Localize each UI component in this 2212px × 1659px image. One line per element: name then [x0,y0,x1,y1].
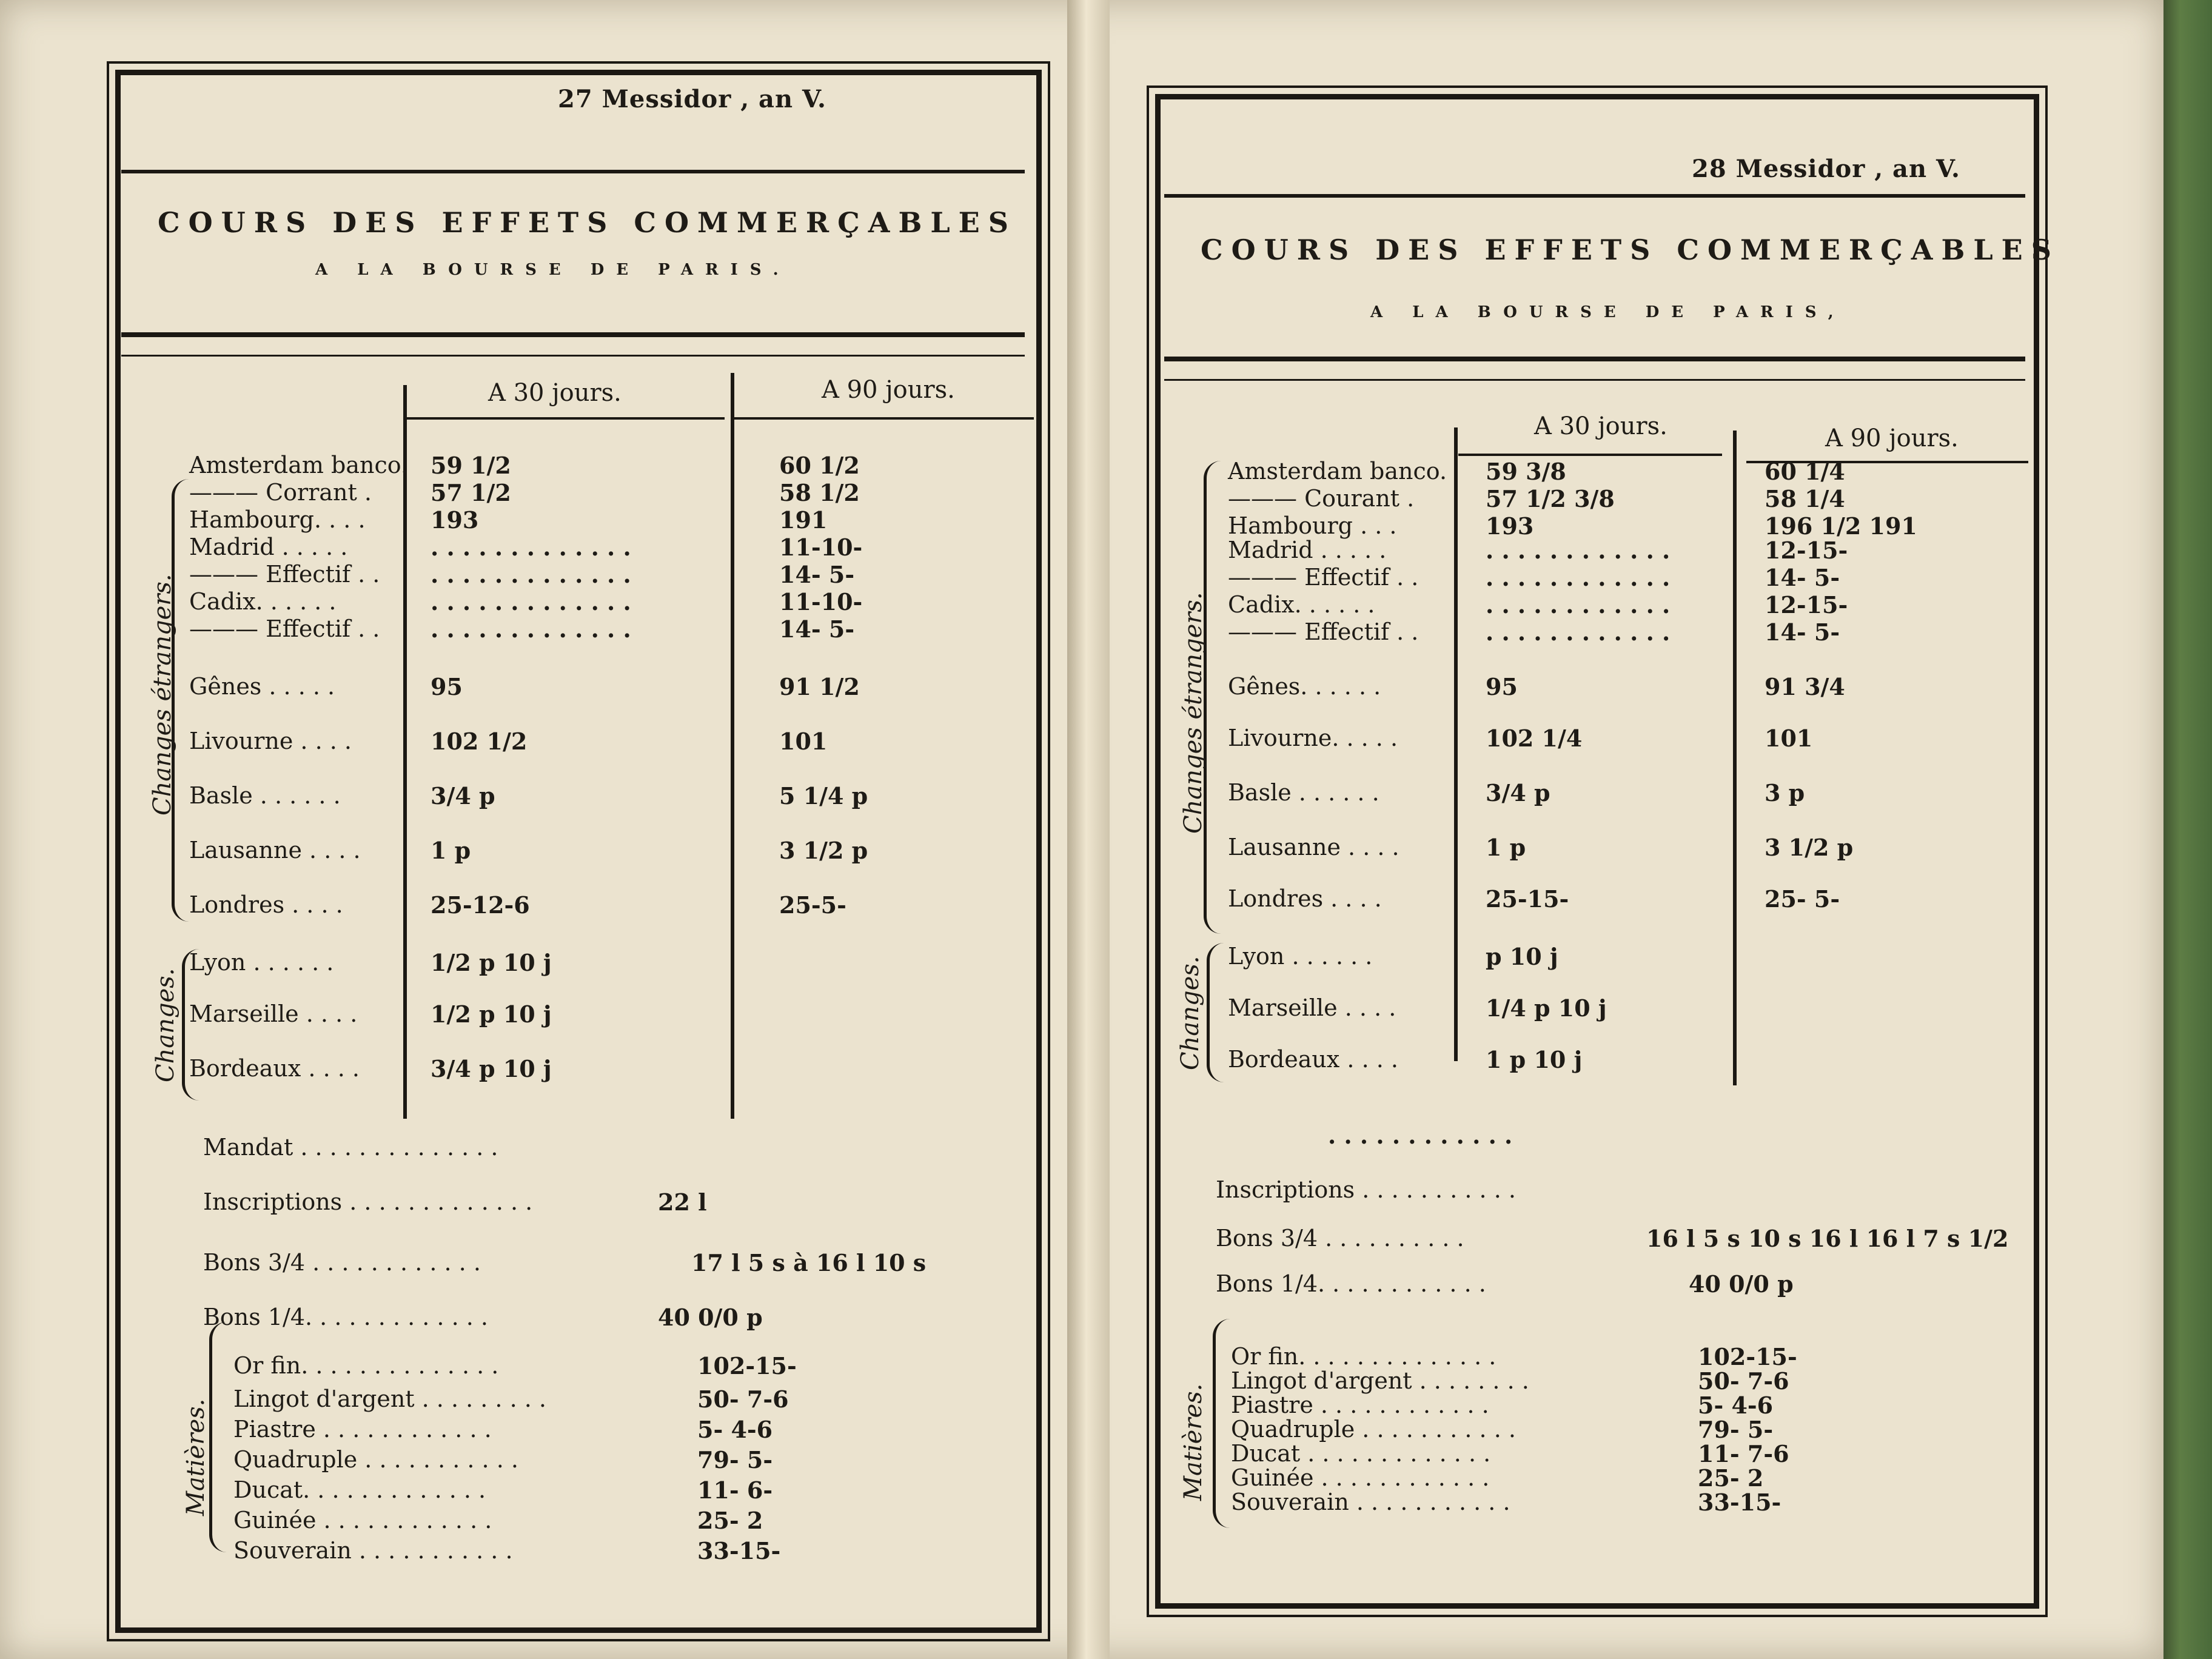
matiere-value: 25- 2 [1698,1464,1764,1492]
matiere-value: 102-15- [1698,1343,1797,1370]
matiere-label: Ducat . . . . . . . . . . . . . [1231,1440,1491,1467]
exchange-value-30: 1 p 10 j [1486,1046,1583,1073]
exchange-row-label: Bordeaux . . . . [1228,1046,1398,1073]
exchange-value-30: 1/2 p 10 j [431,949,552,976]
exchange-row-label: ——— Effectif . . [1228,618,1419,645]
exchange-row-label: Londres . . . . [1228,885,1382,912]
left-title-rule [121,332,1025,337]
right-subtitle: A LA BOURSE DE PARIS, [1370,303,1846,321]
exchange-row-label: Amsterdam banco. [1228,458,1447,484]
exchange-row-label: Gênes . . . . . [189,673,335,700]
left-title: COURS DES EFFETS COMMERÇABLES [158,206,1017,239]
misc-label: Inscriptions . . . . . . . . . . . [1216,1176,1516,1203]
exchange-value-90: 91 1/2 [779,673,860,700]
exchange-value-90: 11-10- [779,588,863,615]
exchange-value-30: 193 [1486,512,1534,540]
left-side-matieres: Matières. [182,1398,210,1516]
exchange-value-90: 58 1/2 [779,479,860,506]
exchange-value-30: p 10 j [1486,943,1558,970]
right-col-30-rule [1458,454,1722,456]
exchange-row-label: Lyon . . . . . . [1228,943,1373,970]
exchange-value-90: 60 1/4 [1765,458,1845,485]
matiere-value: 11- 7-6 [1698,1440,1789,1467]
left-col-divider-2 [731,373,734,1119]
right-page-date: 28 Messidor , an V. [1692,155,1960,183]
left-col-divider-1 [403,385,407,1119]
left-col-90-rule [734,417,1034,420]
exchange-value-90: 11-10- [779,534,863,561]
exchange-value-30: . . . . . . . . . . . . [1486,564,1671,591]
exchange-row-label: Lausanne . . . . [189,837,361,863]
matiere-label: Guinée . . . . . . . . . . . . [1231,1464,1490,1491]
misc-value: 40 0/0 p [658,1304,763,1331]
exchange-value-30: 25-12-6 [431,891,530,919]
matiere-label: Lingot d'argent . . . . . . . . . [233,1386,546,1412]
matiere-value: 79- 5- [1698,1416,1774,1443]
right-col-90-header: A 90 jours. [1825,424,1959,452]
right-title-rule-thin [1164,379,2025,381]
exchange-value-30: 193 [431,506,479,534]
misc-value: 22 l [658,1188,707,1216]
exchange-value-90: 14- 5- [779,561,855,588]
exchange-value-30: 3/4 p 10 j [431,1055,552,1082]
matiere-value: 33-15- [1698,1489,1781,1516]
matiere-label: Guinée . . . . . . . . . . . . [233,1507,492,1533]
right-dots-line: . . . . . . . . . . . . [1328,1122,1513,1149]
exchange-row-label: Lyon . . . . . . [189,949,334,976]
exchange-row-label: ——— Effectif . . [189,561,380,588]
matiere-value: 50- 7-6 [697,1386,789,1413]
misc-label: Bons 1/4. . . . . . . . . . . . [1216,1270,1486,1297]
exchange-value-30: 102 1/2 [431,728,528,755]
exchange-value-90: 191 [779,506,828,534]
right-title: COURS DES EFFETS COMMERÇABLES [1201,233,2060,266]
matiere-value: 102-15- [697,1352,797,1379]
left-col-30-rule [403,417,725,420]
matiere-label: Piastre . . . . . . . . . . . . [1231,1392,1489,1418]
exchange-row-label: Marseille . . . . [189,1000,358,1027]
right-side-foreign: Changes étrangers. [1179,592,1207,834]
misc-label: Inscriptions . . . . . . . . . . . . . [203,1188,533,1215]
exchange-row-label: ——— Effectif . . [189,615,380,642]
matiere-value: 5- 4-6 [1698,1392,1774,1419]
exchange-row-label: Amsterdam banco. [189,452,409,478]
exchange-value-30: 1 p [431,837,471,864]
left-page-date: 27 Messidor , an V. [558,85,826,113]
misc-value: 40 0/0 p [1689,1270,1794,1298]
misc-value: 16 l 5 s 10 s 16 l 16 l 7 s 1/2 [1646,1225,2009,1252]
matiere-value: 25- 2 [697,1507,763,1534]
exchange-value-30: 1 p [1486,834,1526,861]
right-title-rule [1164,357,2025,361]
exchange-value-30: . . . . . . . . . . . . . [431,588,631,615]
exchange-row-label: ——— Effectif . . [1228,564,1419,591]
exchange-value-90: 14- 5- [1765,564,1840,591]
matiere-label: Quadruple . . . . . . . . . . . [233,1446,518,1473]
exchange-row-label: Cadix. . . . . . [1228,591,1375,618]
matiere-value: 50- 7-6 [1698,1367,1789,1395]
book-spine [1067,0,1110,1659]
exchange-value-30: . . . . . . . . . . . . . [431,615,631,643]
matiere-label: Piastre . . . . . . . . . . . . [233,1416,492,1443]
matiere-label: Or fin. . . . . . . . . . . . . . [1231,1343,1496,1370]
matiere-label: Souverain . . . . . . . . . . . [233,1537,513,1564]
exchange-row-label: Basle . . . . . . [1228,779,1379,806]
exchange-value-30: 3/4 p [1486,779,1550,806]
exchange-row-label: ——— Courant . [1228,485,1415,512]
matiere-label: Or fin. . . . . . . . . . . . . . [233,1352,499,1379]
exchange-row-label: Madrid . . . . . [1228,537,1387,563]
exchange-value-90: 58 1/4 [1765,485,1845,512]
exchange-value-90: 101 [1765,725,1813,752]
exchange-value-30: 59 3/8 [1486,458,1566,485]
exchange-row-label: Basle . . . . . . [189,782,341,809]
exchange-row-label: Madrid . . . . . [189,534,348,560]
exchange-value-90: 196 1/2 191 [1765,512,1917,540]
right-col-divider-1 [1454,427,1458,1061]
exchange-row-label: Lausanne . . . . [1228,834,1399,860]
exchange-value-30: 95 [431,673,463,700]
left-matieres-brace [209,1322,227,1552]
right-header-rule [1164,194,2025,198]
exchange-value-30: . . . . . . . . . . . . . [431,561,631,588]
exchange-value-30: 95 [1486,673,1518,700]
exchange-value-30: 25-15- [1486,885,1569,913]
exchange-value-30: 57 1/2 [431,479,511,506]
exchange-value-30: 1/4 p 10 j [1486,994,1607,1022]
misc-label: Mandat . . . . . . . . . . . . . . [203,1134,498,1161]
exchange-value-30: . . . . . . . . . . . . . [431,534,631,561]
exchange-value-90: 60 1/2 [779,452,860,479]
exchange-value-90: 3 p [1765,779,1805,806]
exchange-value-30: . . . . . . . . . . . . [1486,591,1671,618]
exchange-value-90: 25-5- [779,891,846,919]
misc-value: 17 l 5 s à 16 l 10 s [691,1249,927,1276]
left-side-foreign: Changes étrangers. [149,574,176,816]
exchange-value-30: . . . . . . . . . . . . [1486,537,1671,564]
matiere-value: 5- 4-6 [697,1416,773,1443]
left-side-changes: Changes. [152,968,179,1082]
exchange-value-90: 91 3/4 [1765,673,1845,700]
exchange-row-label: Marseille . . . . [1228,994,1396,1021]
exchange-value-30: 1/2 p 10 j [431,1000,552,1028]
exchange-value-90: 3 1/2 p [779,837,868,864]
right-matieres-brace [1213,1319,1230,1528]
exchange-value-30: 59 1/2 [431,452,511,479]
left-subtitle: A LA BOURSE DE PARIS. [315,261,791,279]
left-header-rule [121,170,1025,173]
right-col-30-header: A 30 jours. [1534,412,1667,440]
exchange-value-30: . . . . . . . . . . . . [1486,618,1671,646]
exchange-value-90: 12-15- [1765,537,1848,564]
misc-label: Bons 3/4 . . . . . . . . . . . . [203,1249,481,1276]
matiere-value: 79- 5- [697,1446,773,1473]
exchange-value-90: 12-15- [1765,591,1848,618]
exchange-value-90: 14- 5- [779,615,855,643]
exchange-row-label: Livourne. . . . . [1228,725,1398,751]
matiere-value: 33-15- [697,1537,781,1564]
left-col-30-header: A 30 jours. [488,379,622,407]
right-changes-brace [1207,943,1224,1082]
matiere-label: Quadruple . . . . . . . . . . . [1231,1416,1516,1443]
exchange-value-90: 25- 5- [1765,885,1840,913]
matiere-label: Lingot d'argent . . . . . . . . [1231,1367,1529,1394]
exchange-row-label: Hambourg . . . [1228,512,1397,539]
exchange-row-label: Londres . . . . [189,891,343,918]
matiere-value: 11- 6- [697,1476,773,1504]
exchange-row-label: ——— Corrant . [189,479,372,506]
matiere-label: Ducat. . . . . . . . . . . . . [233,1476,486,1503]
exchange-row-label: Livourne . . . . [189,728,352,754]
exchange-row-label: Hambourg. . . . [189,506,366,533]
misc-label: Bons 1/4. . . . . . . . . . . . . [203,1304,488,1330]
right-col-divider-2 [1733,431,1737,1085]
exchange-value-90: 3 1/2 p [1765,834,1854,861]
exchange-value-30: 57 1/2 3/8 [1486,485,1615,512]
right-side-changes: Changes. [1176,956,1204,1070]
book-cover [2159,0,2212,1659]
exchange-row-label: Gênes. . . . . . [1228,673,1381,700]
misc-label: Bons 3/4 . . . . . . . . . . [1216,1225,1464,1252]
exchange-value-90: 14- 5- [1765,618,1840,646]
exchange-row-label: Cadix. . . . . . [189,588,337,615]
exchange-value-90: 101 [779,728,828,755]
left-col-90-header: A 90 jours. [822,376,955,404]
matiere-label: Souverain . . . . . . . . . . . [1231,1489,1510,1515]
exchange-value-30: 102 1/4 [1486,725,1583,752]
exchange-value-90: 5 1/4 p [779,782,868,809]
exchange-value-30: 3/4 p [431,782,495,809]
left-title-rule-thin [121,355,1025,357]
right-side-matieres: Matières. [1179,1383,1207,1501]
exchange-row-label: Bordeaux . . . . [189,1055,360,1082]
